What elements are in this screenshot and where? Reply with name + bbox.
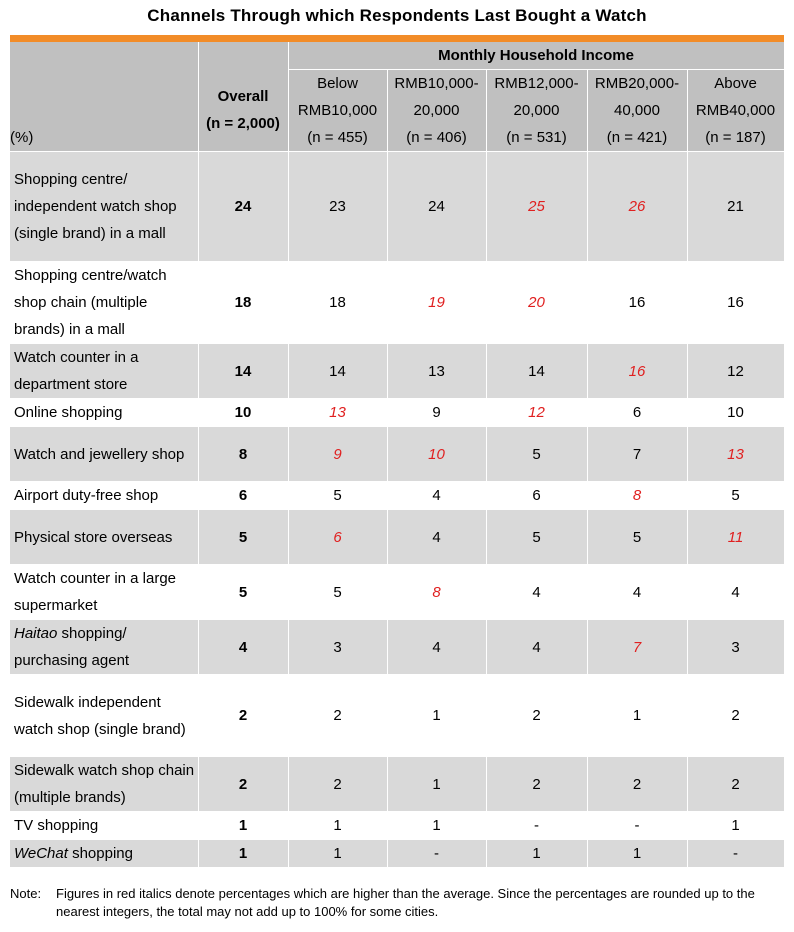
income-value: 1 [288,812,387,840]
income-value: 6 [486,482,587,510]
overall-value: 1 [198,812,288,840]
income-value: 20 [486,262,587,344]
income-column-header: RMB20,000- 40,000 (n = 421) [587,70,687,152]
income-value: 6 [288,510,387,565]
income-value: 5 [288,565,387,620]
income-value: 16 [587,262,687,344]
income-value: 2 [486,757,587,812]
table-title: Channels Through which Respondents Last Bought a Watch [147,6,647,25]
income-value: 4 [387,510,486,565]
income-value: 9 [288,427,387,482]
row-label: Shopping centre/ independent watch shop (single brand) in a mall [10,152,198,262]
income-value: 3 [687,620,784,675]
income-value: 7 [587,620,687,675]
income-value: 1 [486,840,587,868]
table-row [10,840,784,868]
income-value: 4 [387,482,486,510]
income-value: 4 [486,620,587,675]
income-value: 1 [587,675,687,757]
table-row [10,152,784,262]
income-column-header: RMB12,000- 20,000 (n = 531) [486,70,587,152]
income-value: 2 [587,757,687,812]
table-row [10,344,784,399]
income-value: 4 [387,620,486,675]
income-value: 5 [288,482,387,510]
income-value: 16 [587,344,687,399]
overall-value: 8 [198,427,288,482]
income-value: 4 [687,565,784,620]
row-label: Haitao shopping/ purchasing agent [10,620,198,675]
income-value: 26 [587,152,687,262]
row-label: Watch counter in a department store [10,344,198,399]
row-label: WeChat shopping [10,840,198,868]
row-label: Sidewalk watch shop chain (multiple brands) [10,757,198,812]
table-row [10,757,784,812]
overall-header: Overall (n = 2,000) [198,42,288,152]
income-value: 19 [387,262,486,344]
overall-value: 18 [198,262,288,344]
income-group-header: Monthly Household Income [288,42,784,70]
overall-value: 14 [198,344,288,399]
income-value: 1 [687,812,784,840]
title-accent-bar [10,35,784,42]
overall-value: 1 [198,840,288,868]
income-value: 5 [687,482,784,510]
income-value: 21 [687,152,784,262]
overall-value: 6 [198,482,288,510]
income-value: 13 [687,427,784,482]
income-value: 2 [288,675,387,757]
income-value: - [687,840,784,868]
overall-value: 2 [198,675,288,757]
income-value: 14 [486,344,587,399]
note-text: Figures in red italics denote percentages which are higher than the average. Since the percentages are rounded up to the nearest integers, the total may not add up to 100% for some cities. [56,886,755,919]
income-value: 2 [687,675,784,757]
income-value: 5 [587,510,687,565]
unit-label: (%) [10,42,198,152]
overall-value: 5 [198,510,288,565]
income-value: 12 [486,399,587,427]
income-column-header: RMB10,000- 20,000 (n = 406) [387,70,486,152]
income-value: 11 [687,510,784,565]
income-value: 8 [387,565,486,620]
income-value: 13 [387,344,486,399]
income-column-header: Above RMB40,000 (n = 187) [687,70,784,152]
overall-value: 4 [198,620,288,675]
income-column-header: Below RMB10,000 (n = 455) [288,70,387,152]
table-row [10,675,784,757]
income-value: 18 [288,262,387,344]
income-value: 4 [486,565,587,620]
table-row [10,399,784,427]
income-value: 1 [288,840,387,868]
row-label: Airport duty-free shop [10,482,198,510]
row-label: Online shopping [10,399,198,427]
row-label: Sidewalk independent watch shop (single brand) [10,675,198,757]
row-label: TV shopping [10,812,198,840]
survey-table [10,42,785,868]
income-value: 10 [387,427,486,482]
table-row [10,510,784,565]
row-label: Watch counter in a large supermarket [10,565,198,620]
table-row [10,565,784,620]
income-value: 6 [587,399,687,427]
income-value: 16 [687,262,784,344]
table-row [10,262,784,344]
income-value: 5 [486,510,587,565]
income-value: 1 [387,812,486,840]
income-value: 9 [387,399,486,427]
income-value: 4 [587,565,687,620]
table-row [10,427,784,482]
income-value: 1 [587,840,687,868]
row-label: Physical store overseas [10,510,198,565]
table-row [10,482,784,510]
income-value: 8 [587,482,687,510]
income-value: 13 [288,399,387,427]
row-label: Shopping centre/watch shop chain (multiple brands) in a mall [10,262,198,344]
income-value: - [387,840,486,868]
overall-value: 5 [198,565,288,620]
overall-value: 24 [198,152,288,262]
income-value: 25 [486,152,587,262]
income-value: 12 [687,344,784,399]
income-value: 7 [587,427,687,482]
table-row [10,812,784,840]
income-value: 24 [387,152,486,262]
income-value: 2 [486,675,587,757]
note-label: Note: [10,886,42,901]
income-value: - [486,812,587,840]
income-value: 5 [486,427,587,482]
income-value: 1 [387,675,486,757]
income-value: - [587,812,687,840]
overall-value: 10 [198,399,288,427]
income-value: 10 [687,399,784,427]
income-value: 3 [288,620,387,675]
income-value: 1 [387,757,486,812]
footnote [10,885,784,921]
row-label: Watch and jewellery shop [10,427,198,482]
income-value: 23 [288,152,387,262]
income-value: 2 [687,757,784,812]
income-value: 14 [288,344,387,399]
table-row [10,620,784,675]
income-value: 2 [288,757,387,812]
overall-value: 2 [198,757,288,812]
